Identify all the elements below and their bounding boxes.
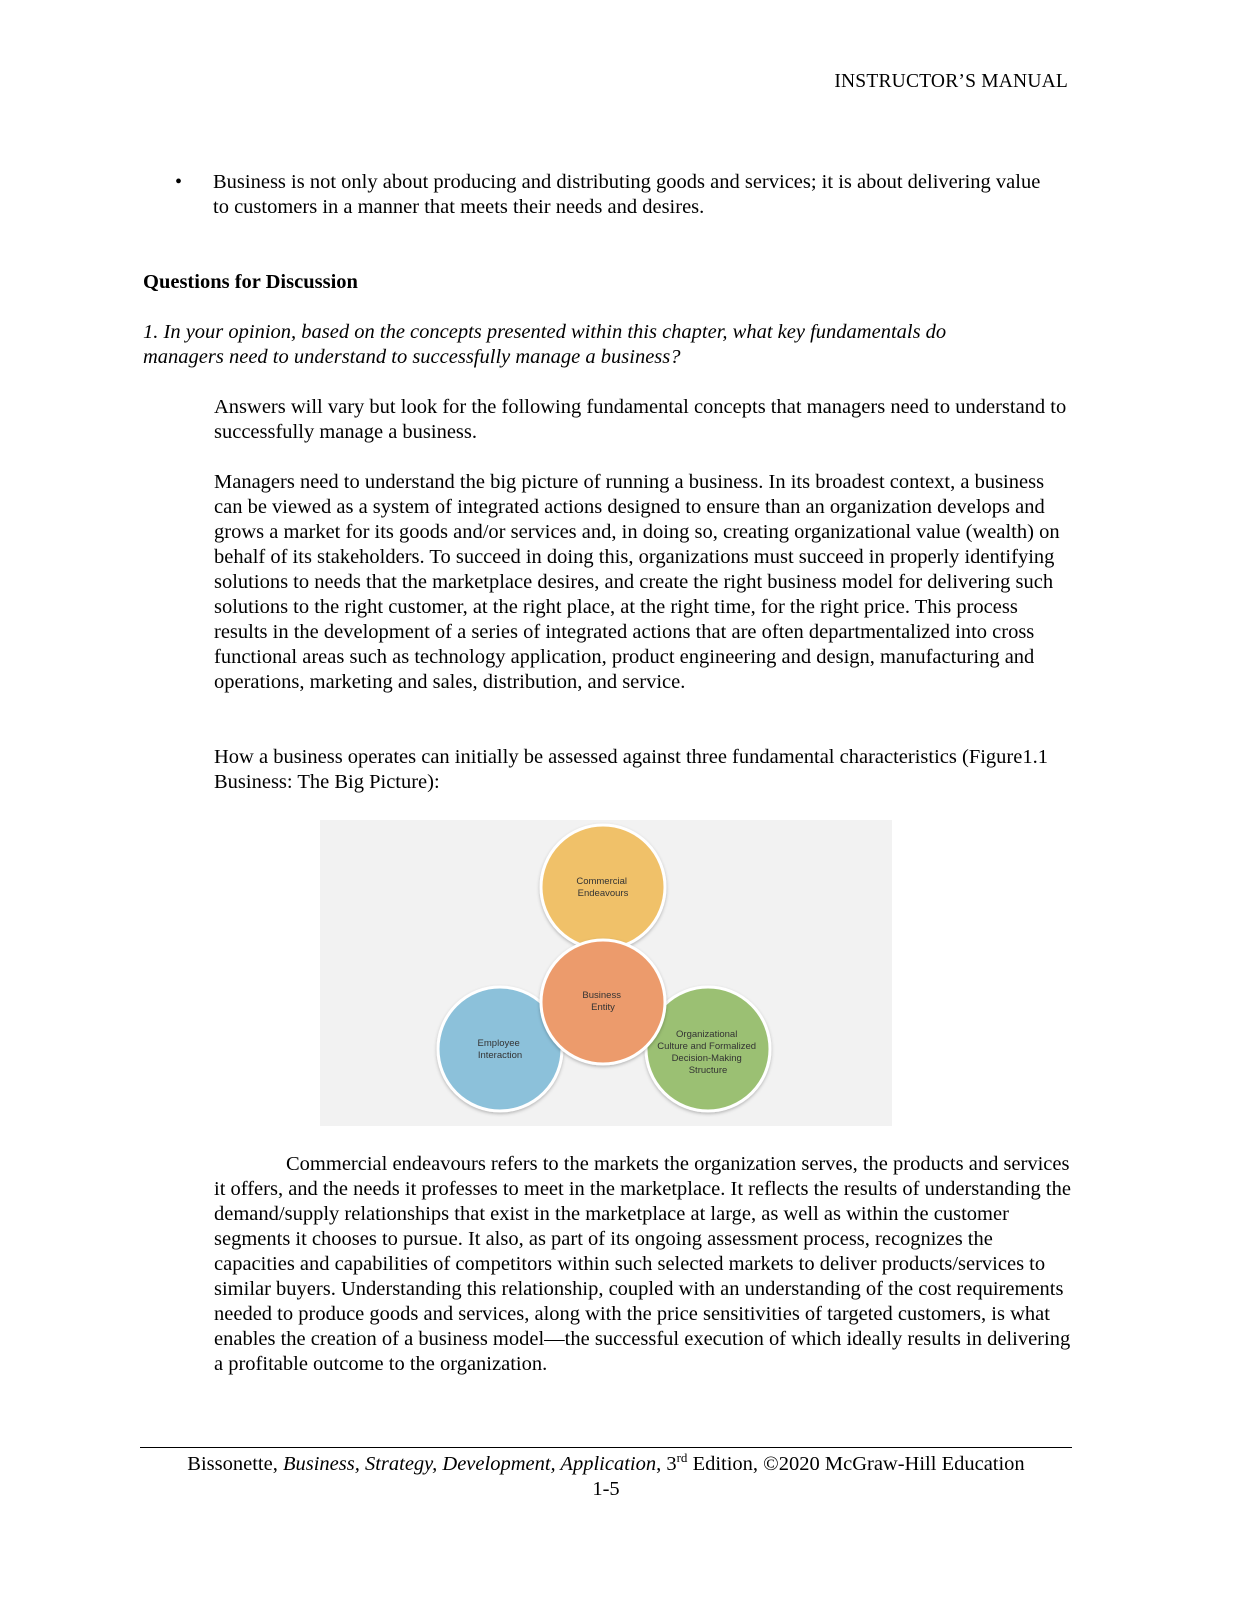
business-big-picture-figure <box>320 820 892 1126</box>
bullet-item <box>175 170 1075 220</box>
svg-text:Commercial Endeavours: Commercial Endeavours <box>576 876 629 899</box>
footer-book-title: Business, Strategy, Development, Application <box>282 1453 657 1475</box>
footer-author: Bissonette, <box>187 1453 283 1475</box>
answer-intro <box>214 395 1074 445</box>
venn-diagram <box>320 820 892 1126</box>
answer-paragraph: How a business operates can initially be assessed against three fundamental characteristics (Figure1.1 Business: The Big Picture): <box>214 746 1048 793</box>
circle-business-entity <box>541 940 665 1064</box>
svg-text:Organizational Culture: Organizational Culture and Formalized Decision-Making Structure <box>657 1029 757 1076</box>
svg-text:Employee Interaction: Employee Interaction <box>477 1038 523 1061</box>
answer-paragraph: Answers will vary but look for the following fundamental concepts that managers need to understand to successfully manage a business. <box>214 396 1067 443</box>
footer-publisher: Edition, ©2020 McGraw-Hill Education <box>687 1453 1025 1475</box>
answer-paragraph: Commercial endeavours refers to the markets the organization serves, the products and services it offers, and the needs it professes to meet in the marketplace. It reflects the results of understanding the demand/supply relationships that exist in the marketplace at large, as well as within the customer segments it chooses to pursue. It also, as part of its ongoing assessment process, recognizes the capacities and capabilities of competitors within such selected markets to deliver products/services to similar buyers. Understanding this relationship, coupled with an understanding of the cost requirements needed to produce goods and services, along with the price sensitivities of targeted customers, is what enables the creation of a business model—the successful execution of which ideally results in delivering a profitable outcome to the organization. <box>214 1153 1071 1375</box>
answer-paragraph: Managers need to understand the big picture of running a business. In its broadest context, a business can be viewed as a system of integrated actions designed to ensure than an organization develops and grows a market for its goods and/or services and, in doing so, creating organizational value (wealth) on behalf of its stakeholders. To succeed in doing this, organizations must succeed in properly identifying solutions to needs that the marketplace desires, and create the right business model for delivering such solutions to the right customer, at the right place, at the right time, for the right price. This process results in the development of a series of integrated actions that are often departmentalized into cross functional areas such as technology application, product engineering and design, manufacturing and operations, marketing and sales, distribution, and service. <box>214 471 1060 693</box>
bullet-text: Business is not only about producing and distributing goods and services; it is about delivering value to customers in a manner that meets their needs and desires. <box>213 171 1041 218</box>
running-header: INSTRUCTOR’S MANUAL <box>834 71 1068 92</box>
svg-text:Business Entity: Business Entity <box>582 990 621 1013</box>
footer-edition-number: , 3 <box>656 1453 677 1475</box>
footer-divider <box>140 1447 1072 1448</box>
discussion-question: 1. In your opinion, based on the concepts presented within this chapter, what key fundamentals do managers need to understand to successfully manage a business? <box>143 321 947 368</box>
answer-commercial-endeavours <box>214 1152 1074 1377</box>
circle-commercial-endeavours <box>541 825 665 949</box>
answer-big-picture <box>214 470 1074 695</box>
footer-edition-suffix: rd <box>676 1450 688 1465</box>
page-number: 1-5 <box>592 1478 620 1500</box>
answer-characteristics <box>214 745 1074 795</box>
bullet-marker: • <box>175 171 183 193</box>
footer-citation <box>140 1452 1072 1477</box>
section-heading: Questions for Discussion <box>143 271 358 293</box>
